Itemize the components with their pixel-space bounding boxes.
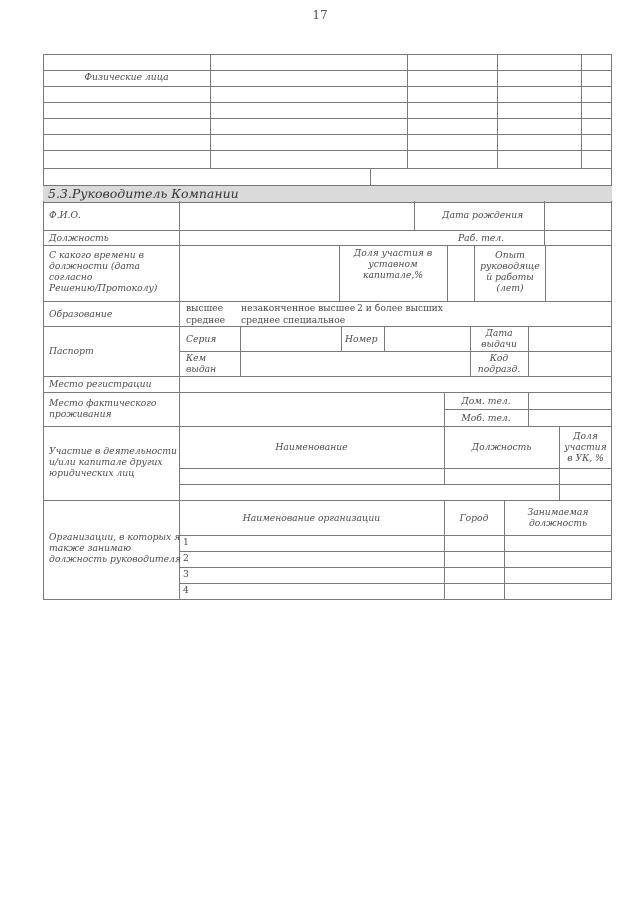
education-label: Образование — [49, 309, 113, 320]
org-row-1[interactable] — [195, 536, 611, 550]
education-secondary-option[interactable]: среднее — [186, 315, 226, 326]
dept-code-field[interactable] — [529, 352, 610, 375]
position-field[interactable] — [180, 231, 450, 244]
experience-field[interactable] — [546, 246, 610, 300]
number-field[interactable] — [385, 327, 469, 350]
org-row-2[interactable] — [195, 552, 611, 566]
org-city-header: Город — [459, 513, 489, 524]
fio-label: Ф.И.О. — [49, 210, 81, 221]
org-name-header: Наименование организации — [242, 513, 381, 524]
participation-position-header: Должность — [471, 442, 532, 453]
series-label: Серия — [186, 334, 217, 345]
work-phone-field[interactable] — [545, 231, 610, 244]
org-row-number: 3 — [183, 569, 189, 580]
share-capital-field[interactable] — [448, 246, 473, 300]
mobile-phone-label: Моб. тел. — [461, 413, 511, 424]
since-when-field[interactable] — [180, 246, 338, 300]
section-title: 5.3.Руководитель Компании — [48, 186, 239, 201]
issue-date-label: Дата выдачи — [481, 328, 517, 350]
org-row-4[interactable] — [195, 584, 611, 598]
registration-label: Место регистрации — [49, 379, 152, 390]
education-incomplete-higher-option[interactable]: незаконченное высшее — [241, 303, 356, 314]
education-secondary-special-option[interactable]: среднее специальное — [241, 315, 346, 326]
home-phone-label: Дом. тел. — [461, 396, 511, 407]
education-higher-option[interactable]: высшее — [186, 303, 224, 314]
home-phone-field[interactable] — [529, 393, 610, 408]
participation-row-1[interactable] — [180, 469, 611, 483]
participation-share-header: Доля участия в УК, % — [564, 431, 607, 464]
org-position-header: Занимаемая должность — [527, 507, 589, 529]
individuals-label: Физические лица — [84, 72, 169, 83]
page-number: 17 — [312, 8, 328, 22]
participation-name-header: Наименование — [275, 442, 348, 453]
education-two-higher-option[interactable]: 2 и более высших — [357, 303, 443, 314]
birth-date-label: Дата рождения — [442, 210, 524, 221]
since-when-label: С какого времени в должности (дата согласно Решению/Протоколу) — [49, 250, 158, 294]
registration-field[interactable] — [180, 377, 610, 391]
mobile-phone-field[interactable] — [529, 410, 610, 425]
number-label: Номер — [345, 334, 378, 345]
issued-by-label: Кем выдан — [186, 353, 217, 375]
participation-row-2[interactable] — [180, 485, 611, 499]
experience-label: Опыт руководяще й работы (лет) — [480, 250, 540, 294]
work-phone-label: Раб. тел. — [458, 233, 505, 244]
org-row-number: 1 — [183, 537, 189, 548]
actual-residence-field[interactable] — [180, 393, 443, 425]
series-field[interactable] — [241, 327, 340, 350]
position-label: Должность — [49, 233, 109, 244]
organizations-label: Организации, в которых я также занимаю должность руководителя — [49, 532, 181, 565]
dept-code-label: Код подразд. — [477, 353, 521, 375]
issue-date-field[interactable] — [529, 327, 610, 350]
passport-label: Паспорт — [49, 346, 94, 357]
org-row-number: 4 — [183, 585, 189, 596]
actual-residence-label: Место фактического проживания — [49, 398, 157, 420]
participation-label: Участие в деятельности и/или капитале других юридических лиц — [49, 446, 177, 479]
org-row-3[interactable] — [195, 568, 611, 582]
fio-field[interactable] — [180, 202, 413, 229]
org-row-number: 2 — [183, 553, 189, 564]
issued-by-field[interactable] — [241, 352, 469, 375]
birth-date-field[interactable] — [545, 202, 610, 229]
share-capital-label: Доля участия в уставном капитале,% — [353, 248, 433, 281]
